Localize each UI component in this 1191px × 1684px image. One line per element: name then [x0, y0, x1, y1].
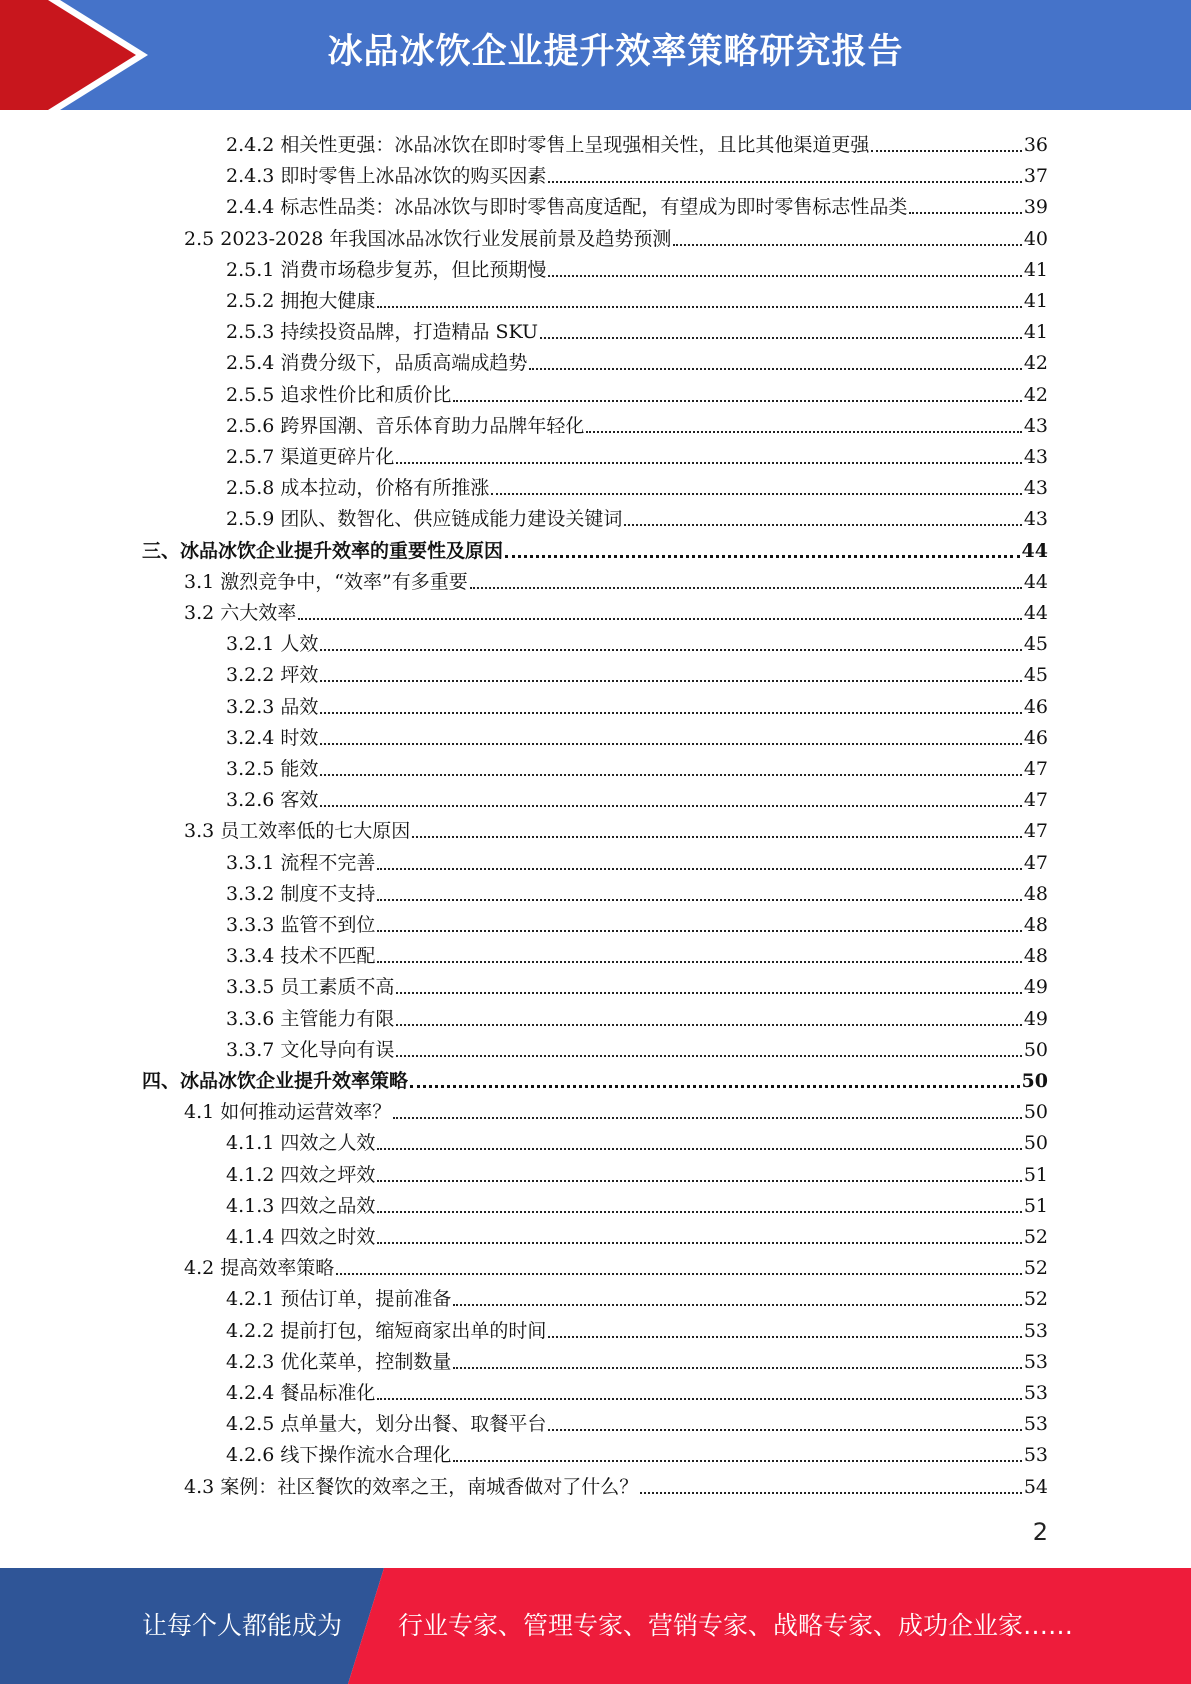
toc-dot-leader — [396, 1055, 1021, 1057]
toc-entry-page: 45 — [1023, 664, 1048, 687]
toc-entry-number: 3.2.1 — [226, 633, 275, 656]
toc-entry[interactable] — [0, 345, 1191, 376]
toc-entry-title: 即时零售上冰品冰饮的购买因素 — [280, 165, 547, 188]
toc-dot-leader — [412, 836, 1022, 838]
toc-entry-number: 2.5.1 — [226, 258, 275, 281]
toc-entry-title: 成本拉动，价格有所推涨 — [280, 477, 490, 500]
toc-dot-leader — [377, 899, 1021, 901]
toc-entry-page: 39 — [1023, 196, 1048, 219]
toc-dot-leader — [377, 1398, 1021, 1400]
toc-dot-leader — [320, 712, 1021, 714]
toc-entry-number: 4.2.4 — [226, 1382, 275, 1404]
toc-dot-leader — [453, 1460, 1021, 1462]
toc-entry-title: 客效 — [280, 789, 319, 812]
toc-dot-leader — [320, 774, 1021, 776]
toc-dot-leader — [453, 1304, 1021, 1306]
toc-entry[interactable] — [0, 283, 1191, 314]
toc-entry-page: 47 — [1023, 820, 1048, 843]
toc-dot-leader — [548, 1336, 1021, 1338]
toc-entry[interactable] — [0, 595, 1191, 626]
toc-entry[interactable] — [0, 439, 1191, 470]
toc-entry-page: 47 — [1023, 789, 1048, 812]
toc-dot-leader — [548, 181, 1021, 183]
toc-entry-number: 3.3 — [184, 820, 215, 843]
toc-entry-page: 47 — [1023, 851, 1048, 874]
toc-dot-leader — [673, 244, 1021, 246]
toc-entry-number: 4.3 — [184, 1475, 215, 1498]
toc-entry[interactable] — [0, 127, 1191, 158]
toc-dot-leader — [548, 1429, 1021, 1431]
toc-entry-number: 3.2.6 — [226, 789, 275, 812]
toc-entry-page: 45 — [1023, 633, 1048, 656]
toc-entry-page: 50 — [1023, 1132, 1048, 1155]
toc-entry[interactable] — [0, 907, 1191, 938]
toc-entry-page: 41 — [1023, 321, 1048, 344]
toc-dot-leader — [377, 1211, 1021, 1213]
toc-entry-page: 51 — [1023, 1163, 1048, 1186]
toc-entry-page: 53 — [1023, 1444, 1048, 1467]
toc-entry-number: 四、 — [142, 1070, 181, 1092]
toc-dot-leader — [396, 992, 1021, 994]
report-title: 冰品冰饮企业提升效率策略研究报告 — [327, 32, 904, 72]
toc-dot-leader — [320, 680, 1021, 682]
toc-entry-page: 53 — [1023, 1350, 1048, 1373]
toc-entry-title: 相关性更强：冰品冰饮在即时零售上呈现强相关性，且比其他渠道更强 — [280, 134, 870, 156]
toc-entry-title: 员工素质不高 — [280, 976, 395, 999]
toc-entry-title: 四效之坪效 — [280, 1163, 376, 1186]
toc-dot-leader — [548, 275, 1021, 277]
toc-entry[interactable] — [0, 564, 1191, 595]
toc-dot-leader — [377, 930, 1021, 932]
toc-entry-page: 48 — [1023, 945, 1048, 968]
toc-dot-leader — [320, 649, 1021, 651]
toc-entry-number: 3.3.4 — [226, 945, 275, 968]
toc-entry-page: 43 — [1023, 508, 1048, 531]
toc-entry-title: 优化菜单，控制数量 — [280, 1350, 452, 1373]
toc-entry[interactable] — [0, 377, 1191, 408]
toc-entry-number: 三、 — [142, 539, 181, 562]
toc-entry-number: 4.1 — [184, 1101, 215, 1124]
toc-dot-leader — [871, 150, 1021, 152]
toc-entry-title: 追求性价比和质价比 — [280, 383, 452, 406]
toc-entry-title: 员工效率低的七大原因 — [220, 820, 411, 843]
toc-entry-number: 2.5.2 — [226, 290, 275, 312]
toc-entry-page: 44 — [1023, 570, 1048, 593]
toc-entry-title: 持续投资品牌，打造精品 SKU — [280, 321, 538, 344]
toc-entry-title: 跨界国潮、音乐体育助力品牌年轻化 — [280, 414, 585, 437]
toc-entry[interactable] — [0, 813, 1191, 844]
toc-dot-leader — [624, 524, 1021, 526]
toc-entry[interactable] — [0, 1281, 1191, 1312]
toc-entry-number: 3.2.5 — [226, 758, 275, 780]
toc-entry-title: 人效 — [280, 633, 319, 656]
toc-entry[interactable] — [0, 1063, 1191, 1094]
toc-entry-number: 3.3.1 — [226, 851, 275, 874]
toc-entry-title: 主管能力有限 — [280, 1007, 395, 1030]
toc-entry-title: 流程不完善 — [280, 851, 376, 874]
toc-entry-number: 3.3.5 — [226, 976, 275, 999]
toc-entry-page: 46 — [1023, 695, 1048, 718]
toc-entry-title: 点单量大，划分出餐、取餐平台 — [280, 1413, 547, 1436]
toc-entry-title: 消费市场稳步复苏，但比预期慢 — [280, 258, 547, 281]
toc-entry-number: 2.5.3 — [226, 321, 275, 344]
toc-dot-leader — [377, 1180, 1021, 1182]
toc-dot-leader — [393, 1117, 1022, 1119]
footer-banner — [0, 1568, 1191, 1684]
toc-entry-number: 2.4.4 — [226, 196, 275, 219]
toc-entry-page: 53 — [1023, 1413, 1048, 1436]
toc-entry[interactable] — [0, 1032, 1191, 1063]
toc-entry-title: 四效之品效 — [280, 1194, 376, 1217]
toc-dot-leader — [377, 868, 1021, 870]
toc-entry-page: 49 — [1023, 1007, 1048, 1030]
toc-entry-page: 44 — [1021, 539, 1048, 562]
toc-entry-number: 3.1 — [184, 570, 215, 593]
toc-entry-page: 36 — [1023, 134, 1048, 156]
toc-dot-leader — [909, 212, 1021, 214]
toc-entry-title: 餐品标准化 — [280, 1382, 376, 1404]
toc-entry-page: 51 — [1023, 1194, 1048, 1217]
toc-entry[interactable] — [0, 938, 1191, 969]
toc-entry[interactable] — [0, 252, 1191, 283]
toc-entry-page: 53 — [1023, 1319, 1048, 1342]
toc-entry-page: 48 — [1023, 882, 1048, 905]
toc-entry-title: 标志性品类：冰品冰饮与即时零售高度适配，有望成为即时零售标志性品类 — [280, 196, 908, 219]
toc-entry-page: 43 — [1023, 446, 1048, 468]
toc-dot-leader — [410, 1085, 1020, 1088]
toc-entry-title: 四效之时效 — [280, 1226, 376, 1248]
toc-dot-leader — [396, 1024, 1021, 1026]
toc-dot-leader — [470, 587, 1022, 589]
toc-dot-leader — [640, 1492, 1022, 1494]
toc-entry-title: 冰品冰饮企业提升效率的重要性及原因 — [180, 539, 504, 562]
toc-dot-leader — [540, 337, 1022, 339]
toc-dot-leader — [491, 493, 1021, 495]
toc-entry-number: 2.5.4 — [226, 352, 275, 375]
toc-entry-number: 2.5.7 — [226, 446, 275, 468]
toc-dot-leader — [377, 961, 1021, 963]
toc-entry-number: 4.2.5 — [226, 1413, 275, 1436]
toc-entry-page: 54 — [1023, 1475, 1048, 1498]
toc-entry-title: 提高效率策略 — [220, 1257, 335, 1280]
toc-entry[interactable] — [0, 470, 1191, 501]
toc-entry-title: 预估订单，提前准备 — [280, 1288, 452, 1311]
toc-entry-number: 3.2.2 — [226, 664, 275, 687]
toc-entry[interactable] — [0, 158, 1191, 189]
toc-entry-page: 52 — [1023, 1288, 1048, 1311]
toc-entry-number: 3.3.7 — [226, 1038, 275, 1061]
toc-entry-number: 3.2.3 — [226, 695, 275, 718]
toc-entry[interactable] — [0, 221, 1191, 252]
toc-dot-leader — [298, 618, 1022, 620]
toc-entry-number: 4.1.3 — [226, 1194, 275, 1217]
toc-entry[interactable] — [0, 1313, 1191, 1344]
toc-dot-leader — [586, 431, 1021, 433]
toc-entry-number: 3.2.4 — [226, 726, 275, 749]
toc-entry-number: 4.2.6 — [226, 1444, 275, 1467]
toc-dot-leader — [336, 1273, 1022, 1275]
toc-entry-number: 2.4.2 — [226, 134, 275, 156]
footer-slogan-left: 让每个人都能成为 — [142, 1611, 343, 1640]
toc-dot-leader — [377, 1242, 1021, 1244]
toc-entry-title: 线下操作流水合理化 — [280, 1444, 452, 1467]
toc-entry-page: 50 — [1023, 1038, 1048, 1061]
toc-entry-number: 3.3.6 — [226, 1007, 275, 1030]
toc-entry-number: 2.5.9 — [226, 508, 275, 531]
toc-entry-number: 4.1.1 — [226, 1132, 275, 1155]
toc-entry-number: 3.3.2 — [226, 882, 275, 905]
toc-entry-page: 42 — [1023, 383, 1048, 406]
toc-entry[interactable] — [0, 1406, 1191, 1437]
toc-entry-page: 40 — [1023, 227, 1048, 250]
toc-entry-page: 44 — [1023, 602, 1048, 624]
toc-entry-title: 制度不支持 — [280, 882, 376, 905]
toc-entry-number: 4.1.4 — [226, 1226, 275, 1248]
toc-entry-title: 提前打包，缩短商家出单的时间 — [280, 1319, 547, 1342]
toc-entry-page: 53 — [1023, 1382, 1048, 1404]
toc-entry[interactable] — [0, 1188, 1191, 1219]
toc-entry-page: 52 — [1023, 1226, 1048, 1248]
toc-entry-number: 3.2 — [184, 602, 215, 624]
footer-slogan-right: 行业专家、管理专家、营销专家、战略专家、成功企业家…… — [398, 1611, 1074, 1640]
toc-entry-page: 41 — [1023, 258, 1048, 281]
toc-entry[interactable] — [0, 1001, 1191, 1032]
toc-entry-number: 4.2.2 — [226, 1319, 275, 1342]
toc-entry[interactable] — [0, 969, 1191, 1000]
toc-entry[interactable] — [0, 689, 1191, 720]
toc-entry[interactable] — [0, 720, 1191, 751]
toc-entry-title: 能效 — [280, 758, 319, 780]
toc-entry[interactable] — [0, 657, 1191, 688]
toc-entry-number: 4.1.2 — [226, 1163, 275, 1186]
toc-entry[interactable] — [0, 1250, 1191, 1281]
toc-entry[interactable] — [0, 751, 1191, 782]
toc-entry[interactable] — [0, 533, 1191, 564]
toc-dot-leader — [377, 306, 1021, 308]
toc-entry-number: 4.2.3 — [226, 1350, 275, 1373]
toc-dot-leader — [453, 1367, 1021, 1369]
toc-entry-number: 4.2 — [184, 1257, 215, 1280]
toc-dot-leader — [320, 805, 1021, 807]
toc-entry-title: 品效 — [280, 695, 319, 718]
toc-entry-number: 3.3.3 — [226, 914, 275, 936]
toc-entry-page: 43 — [1023, 477, 1048, 500]
toc-entry[interactable] — [0, 1157, 1191, 1188]
toc-entry[interactable] — [0, 876, 1191, 907]
toc-entry[interactable] — [0, 845, 1191, 876]
toc-entry-title: 四效之人效 — [280, 1132, 376, 1155]
report-header — [0, 0, 1191, 110]
toc-entry[interactable] — [0, 1094, 1191, 1125]
toc-entry-number: 2.5.8 — [226, 477, 275, 500]
toc-entry-page: 37 — [1023, 165, 1048, 188]
toc-entry-title: 渠道更碎片化 — [280, 446, 395, 468]
toc-entry-page: 47 — [1023, 758, 1048, 780]
toc-entry[interactable] — [0, 1469, 1191, 1500]
toc-entry-title: 冰品冰饮企业提升效率策略 — [180, 1070, 409, 1092]
toc-entry-title: 时效 — [280, 726, 319, 749]
toc-entry-title: 六大效率 — [220, 602, 297, 624]
toc-entry[interactable] — [0, 1437, 1191, 1468]
page-number: 2 — [1032, 1518, 1048, 1546]
toc-entry-title: 如何推动运营效率？ — [220, 1101, 392, 1124]
toc-entry[interactable] — [0, 782, 1191, 813]
toc-entry-number: 4.2.1 — [226, 1288, 275, 1311]
toc-entry-title: 团队、数智化、供应链成能力建设关键词 — [280, 508, 623, 531]
toc-entry-page: 50 — [1023, 1101, 1048, 1124]
toc-entry-page: 48 — [1023, 914, 1048, 936]
toc-dot-leader — [320, 743, 1021, 745]
toc-entry-title: 技术不匹配 — [280, 945, 376, 968]
toc-entry-page: 49 — [1023, 976, 1048, 999]
toc-entry-page: 42 — [1023, 352, 1048, 375]
toc-dot-leader — [529, 368, 1021, 370]
toc-entry-page: 41 — [1023, 290, 1048, 312]
toc-entry[interactable] — [0, 626, 1191, 657]
toc-entry-title: 2023-2028 年我国冰品冰饮行业发展前景及趋势预测 — [220, 227, 672, 250]
toc-entry[interactable] — [0, 501, 1191, 532]
toc-entry-number: 2.5.5 — [226, 383, 275, 406]
toc-entry[interactable] — [0, 1125, 1191, 1156]
toc-entry-title: 监管不到位 — [280, 914, 376, 936]
toc-entry-number: 2.5 — [184, 227, 215, 250]
toc-dot-leader — [505, 555, 1020, 558]
toc-entry-page: 43 — [1023, 414, 1048, 437]
toc-dot-leader — [396, 462, 1021, 464]
toc-entry[interactable] — [0, 1344, 1191, 1375]
toc-entry-title: 拥抱大健康 — [280, 290, 376, 312]
toc-entry-number: 2.5.6 — [226, 414, 275, 437]
toc-entry-page: 50 — [1021, 1070, 1048, 1092]
toc-entry-page: 46 — [1023, 726, 1048, 749]
toc-entry-number: 2.4.3 — [226, 165, 275, 188]
toc-entry-title: 文化导向有误 — [280, 1038, 395, 1061]
toc-entry[interactable] — [0, 314, 1191, 345]
toc-entry-page: 52 — [1023, 1257, 1048, 1280]
toc-dot-leader — [453, 400, 1021, 402]
toc-entry-title: 案例：社区餐饮的效率之王，南城香做对了什么？ — [220, 1475, 639, 1498]
toc-entry[interactable] — [0, 189, 1191, 220]
toc-entry-title: 坪效 — [280, 664, 319, 687]
toc-dot-leader — [377, 1148, 1021, 1150]
toc-entry[interactable] — [0, 1219, 1191, 1250]
toc-entry-title: 激烈竞争中，“效率”有多重要 — [220, 570, 468, 593]
toc-entry[interactable] — [0, 1375, 1191, 1406]
toc-entry-title: 消费分级下，品质高端成趋势 — [280, 352, 528, 375]
toc-entry[interactable] — [0, 408, 1191, 439]
